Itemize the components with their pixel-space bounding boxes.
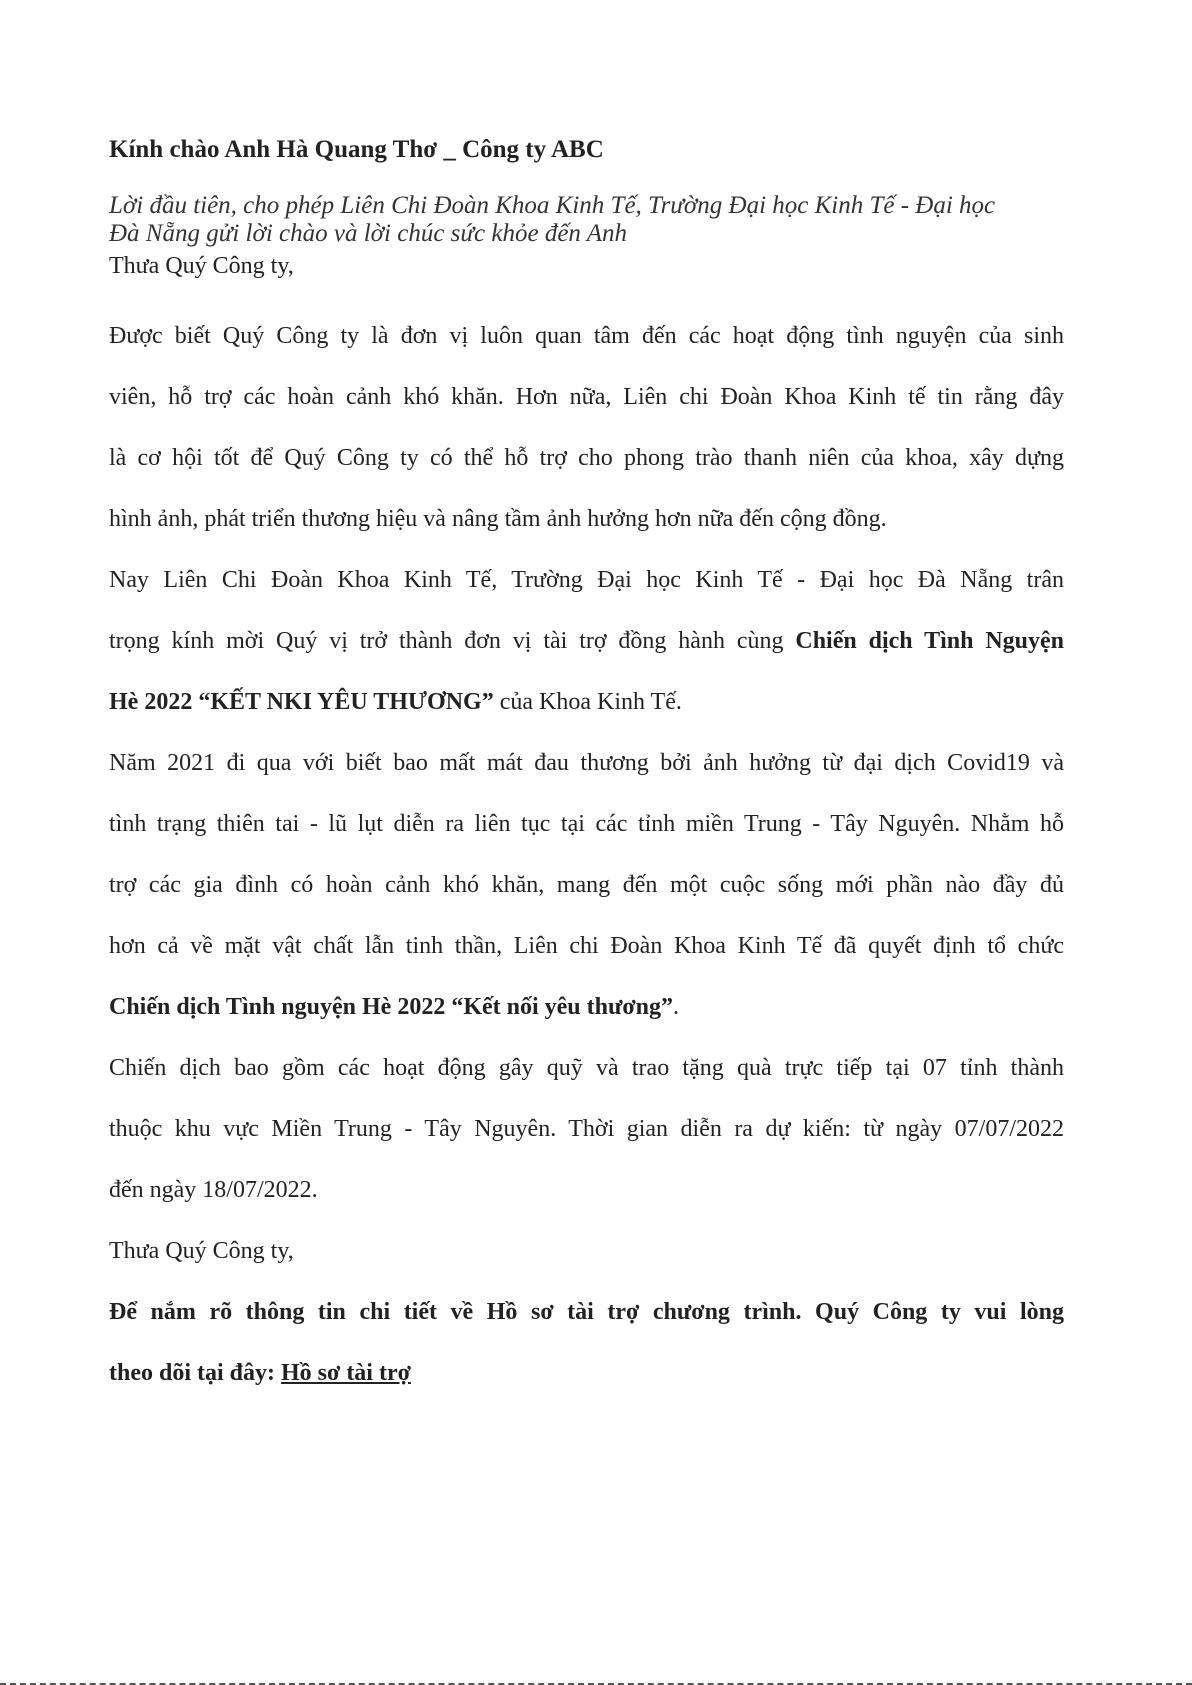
text-line: hình ảnh, phát triển thương hiệu và nâng tầm ảnh hưởng hơn nữa đến cộng đồng.	[109, 506, 887, 532]
campaign-name-bold: Hè 2022 “KẾT NKI YÊU THƯƠNG”	[109, 689, 494, 715]
intro-line: Đà Nẵng gửi lời chào và lời chúc sức khỏe đến Anh	[109, 220, 627, 247]
campaign-name-bold: Chiến dịch Tình Nguyện	[795, 628, 1064, 654]
text-line: Để nắm rõ thông tin chi tiết về Hồ sơ tài trợ chương trình. Quý Công ty vui lòng	[109, 1299, 1064, 1325]
text-line: đến ngày 18/07/2022.	[109, 1177, 318, 1203]
campaign-name-bold: Chiến dịch Tình nguyện Hè 2022 “Kết nối yêu thương”	[109, 994, 674, 1020]
text-segment: .	[673, 994, 680, 1020]
text-line	[109, 1343, 1064, 1404]
text-line	[109, 977, 1064, 1038]
text-line: hơn cả về mặt vật chất lẫn tinh thần, Liên chi Đoàn Khoa Kinh Tế đã quyết định tổ chức	[109, 933, 1064, 959]
greeting-heading: Kính chào Anh Hà Quang Thơ _ Công ty ABC	[109, 136, 604, 163]
text-line: thuộc khu vực Miền Trung - Tây Nguyên. Thời gian diễn ra dự kiến: từ ngày 07/07/2022	[109, 1116, 1064, 1142]
salutation	[109, 1221, 1064, 1282]
text-line	[109, 611, 1064, 672]
text-line: Được biết Quý Công ty là đơn vị luôn quan tâm đến các hoạt động tình nguyện của sinh	[109, 323, 1064, 349]
text-line: Năm 2021 đi qua với biết bao mất mát đau thương bởi ảnh hưởng từ đại dịch Covid19 và	[109, 750, 1064, 776]
text-segment: theo dõi tại đây:	[109, 1360, 282, 1386]
text-line: Thưa Quý Công ty,	[109, 1238, 294, 1264]
letter-body	[109, 130, 1064, 1404]
paragraph-background	[109, 733, 1064, 1038]
text-line: là cơ hội tốt để Quý Công ty có thể hỗ trợ cho phong trào thanh niên của khoa, xây dựng	[109, 445, 1064, 471]
paragraph-sponsorship-info	[109, 1282, 1064, 1404]
text-line: viên, hỗ trợ các hoàn cảnh khó khăn. Hơn nữa, Liên chi Đoàn Khoa Kinh tế tin rằng đây	[109, 384, 1064, 410]
text-segment: của Khoa Kinh Tế.	[493, 689, 682, 715]
paragraph-campaign-details	[109, 1038, 1064, 1221]
text-line	[109, 672, 1064, 733]
text-line: Nay Liên Chi Đoàn Khoa Kinh Tế, Trường Đại học Kinh Tế - Đại học Đà Nẵng trân	[109, 567, 1064, 593]
salutation: Thưa Quý Công ty,	[109, 253, 294, 279]
text-line: tình trạng thiên tai - lũ lụt diễn ra liên tục tại các tỉnh miền Trung - Tây Nguyên. Nhằm hỗ	[109, 811, 1064, 837]
sponsorship-profile-link[interactable]: Hồ sơ tài trợ	[281, 1360, 411, 1386]
text-line: Chiến dịch bao gồm các hoạt động gây quỹ và trao tặng quà trực tiếp tại 07 tỉnh thành	[109, 1055, 1064, 1081]
intro-paragraph	[109, 192, 1064, 248]
paragraph-invitation	[109, 550, 1064, 733]
text-line: trợ các gia đình có hoàn cảnh khó khăn, mang đến một cuộc sống mới phần nào đầy đủ	[109, 872, 1064, 898]
paragraph-company-interest	[109, 306, 1064, 550]
intro-line: Lời đầu tiên, cho phép Liên Chi Đoàn Khoa Kinh Tế, Trường Đại học Kinh Tế - Đại học	[109, 192, 996, 219]
text-segment: trọng kính mời Quý vị trở thành đơn vị tài trợ đồng hành cùng	[109, 628, 796, 654]
